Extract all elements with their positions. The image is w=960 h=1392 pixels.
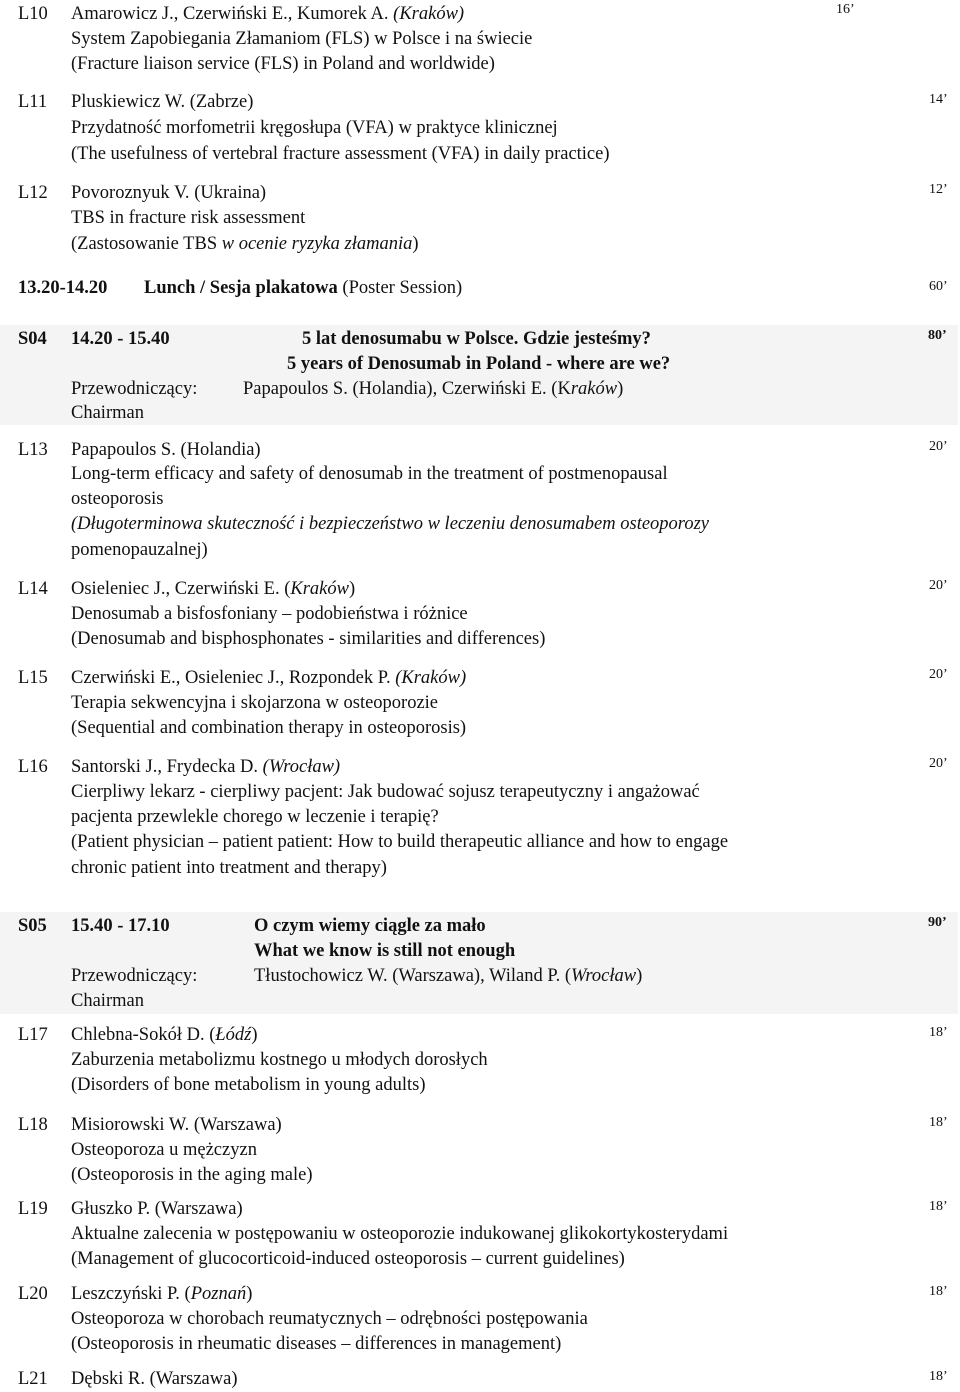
authors-text: Czerwiński E., Osieleniec J., Rozpondek P. [71, 668, 396, 688]
lecture-authors [71, 181, 266, 206]
lunch-label [144, 276, 462, 301]
lunch-label-en: (Poster Session) [342, 278, 463, 298]
lecture-authors: Dębski R. (Warszawa) [71, 1369, 238, 1389]
lecture-title-line: Long-term efficacy and safety of denosumab in the treatment of postmenopausal [71, 464, 668, 484]
lecture-title-line: pacjenta przewlekle chorego w leczenie i terapię? [71, 807, 439, 827]
city-text: Łódź [215, 1025, 252, 1045]
lecture-authors: Misiorowski W. (Warszawa) [71, 1115, 282, 1135]
lecture-duration: 18’ [929, 1025, 948, 1040]
city-text: (Ukraina) [194, 183, 267, 203]
lecture-duration: 20’ [929, 756, 948, 771]
title-en-close: ) [412, 234, 419, 254]
city-text: Kraków [290, 579, 349, 599]
chair-label-en: Chairman [71, 991, 144, 1011]
session-title-pl: 5 lat denosumabu w Polsce. Gdzie jesteśmy? [302, 329, 651, 349]
session-time: 14.20 - 15.40 [71, 329, 170, 349]
lecture-title-en: (Fracture liaison service (FLS) in Poland and worldwide) [71, 54, 495, 74]
city-close: ) [348, 579, 356, 599]
lecture-id: L20 [18, 1284, 48, 1304]
lecture-authors [71, 90, 253, 115]
authors-text: Leszczyński P. ( [71, 1284, 191, 1304]
lecture-title-line: Cierpliwy lekarz - cierpliwy pacjent: Jak budować sojusz terapeutyczny i angażować [71, 782, 700, 802]
session-id: S04 [18, 329, 47, 349]
title-en-part: (Zastosowanie TBS [71, 234, 222, 254]
lecture-title-en [71, 232, 419, 257]
chair-label: Przewodniczący: [71, 379, 198, 399]
city-text: Poznań [190, 1284, 247, 1304]
lecture-title-line: Osteoporoza w chorobach reumatycznych – odrębności postępowania [71, 1309, 588, 1329]
title-en-italic: w ocenie ryzyka złamania [221, 234, 413, 254]
session-chairs [243, 377, 623, 402]
lunch-label-text: Lunch / Sesja plakatowa [144, 278, 338, 298]
authors-text: Santorski J., Frydecka D. [71, 757, 263, 777]
lecture-title-pl: TBS in fracture risk assessment [71, 208, 306, 228]
chairs-city: raków [570, 379, 618, 399]
session-duration: 80’ [928, 328, 947, 343]
chairs-text: Tłustochowicz W. (Warszawa), Wiland P. ( [254, 966, 571, 986]
lecture-title-line: (Osteoporosis in rheumatic diseases – differences in management) [71, 1334, 562, 1354]
lecture-duration: 18’ [929, 1199, 948, 1214]
lecture-title-line: chronic patient into treatment and therapy) [71, 858, 387, 878]
lecture-title-en: (The usefulness of vertebral fracture assessment (VFA) in daily practice) [71, 144, 610, 164]
chair-label-en: Chairman [71, 403, 144, 423]
lecture-duration: 14’ [929, 92, 948, 107]
lecture-title-line: Aktualne zalecenia w postępowaniu w osteoporozie indukowanej glikokortykosterydami [71, 1224, 729, 1244]
city-text: (Zabrze) [189, 92, 254, 112]
authors-text: Pluskiewicz W. [71, 92, 186, 112]
lecture-title-line: Terapia sekwencyjna i skojarzona w osteoporozie [71, 693, 439, 713]
lecture-title-line: Denosumab a bisfosfoniany – podobieństwa i różnice [71, 604, 468, 624]
lecture-id: L13 [18, 440, 48, 460]
lecture-id: L17 [18, 1025, 48, 1045]
lecture-title-line: (Denosumab and bisphosphonates - similarities and differences) [71, 629, 546, 649]
session-chairs [254, 964, 642, 989]
lecture-id: L10 [18, 4, 48, 24]
lecture-id: L16 [18, 757, 48, 777]
lecture-duration: 18’ [929, 1115, 948, 1130]
lecture-authors: Papapoulos S. (Holandia) [71, 440, 261, 460]
lecture-title-line: (Sequential and combination therapy in osteoporosis) [71, 718, 467, 738]
lecture-duration: 18’ [929, 1369, 948, 1384]
session-title-en: What we know is still not enough [254, 941, 516, 961]
chairs-close: ) [617, 379, 624, 399]
chair-label: Przewodniczący: [71, 966, 198, 986]
lecture-id: L19 [18, 1199, 48, 1219]
lecture-title-line: osteoporosis [71, 489, 164, 509]
lecture-title-pl: System Zapobiegania Złamaniom (FLS) w Polsce i na świecie [71, 29, 533, 49]
lecture-title-line: (Management of glucocorticoid-induced osteoporosis – current guidelines) [71, 1249, 625, 1269]
lecture-authors [71, 755, 340, 780]
lecture-duration: 16’ [836, 2, 855, 17]
lecture-id: L18 [18, 1115, 48, 1135]
lecture-title-line: Zaburzenia metabolizmu kostnego u młodych dorosłych [71, 1050, 488, 1070]
lecture-authors [71, 1023, 258, 1048]
lecture-title-pl: Przydatność morfometrii kręgosłupa (VFA) w praktyce klinicznej [71, 118, 558, 138]
chairs-city: Wrocław [570, 966, 637, 986]
session-title-pl: O czym wiemy ciągle za mało [254, 916, 486, 936]
lecture-authors [71, 666, 466, 691]
lecture-id: L12 [18, 183, 48, 203]
city-text: (Wrocław) [262, 757, 341, 777]
lecture-authors [71, 577, 355, 602]
authors-text: Chlebna-Sokół D. ( [71, 1025, 216, 1045]
city-close: ) [251, 1025, 258, 1045]
lunch-duration: 60’ [929, 279, 948, 294]
lecture-title-line: Osteoporoza u mężczyzn [71, 1140, 257, 1160]
lecture-title-line: (Osteoporosis in the aging male) [71, 1165, 313, 1185]
session-time: 15.40 - 17.10 [71, 916, 170, 936]
lecture-duration: 20’ [929, 667, 948, 682]
chairs-close: ) [636, 966, 643, 986]
lecture-id: L11 [18, 92, 48, 112]
lecture-title-line: (Długoterminowa skuteczność i bezpieczeństwo w leczeniu denosumabem osteoporozy [71, 514, 709, 534]
lecture-duration: 20’ [929, 578, 948, 593]
authors-text: Osieleniec J., Czerwiński E. ( [71, 579, 291, 599]
city-text: (Kraków) [393, 4, 465, 24]
city-close: ) [246, 1284, 253, 1304]
lecture-authors [71, 1282, 252, 1307]
lecture-title-line: pomenopauzalnej) [71, 540, 208, 560]
authors-text: Povoroznyuk V. [71, 183, 190, 203]
session-title-en: 5 years of Denosumab in Poland - where are we? [287, 354, 671, 374]
lecture-authors: Głuszko P. (Warszawa) [71, 1199, 243, 1219]
lecture-title-line: (Disorders of bone metabolism in young adults) [71, 1075, 426, 1095]
session-id: S05 [18, 916, 47, 936]
lecture-title-line: (Patient physician – patient patient: How to build therapeutic alliance and how to engage [71, 832, 729, 852]
lecture-id: L14 [18, 579, 48, 599]
lunch-time: 13.20-14.20 [18, 278, 108, 298]
city-text: (Kraków) [395, 668, 467, 688]
lecture-authors [71, 2, 464, 27]
lecture-duration: 12’ [929, 182, 948, 197]
lecture-id: L15 [18, 668, 48, 688]
session-duration: 90’ [928, 915, 947, 930]
lecture-duration: 18’ [929, 1284, 948, 1299]
authors-text: Amarowicz J., Czerwiński E., Kumorek A. [71, 4, 389, 24]
lecture-id: L21 [18, 1369, 48, 1389]
chairs-text: Papapoulos S. (Holandia), Czerwiński E. (K [243, 379, 571, 399]
lecture-duration: 20’ [929, 439, 948, 454]
